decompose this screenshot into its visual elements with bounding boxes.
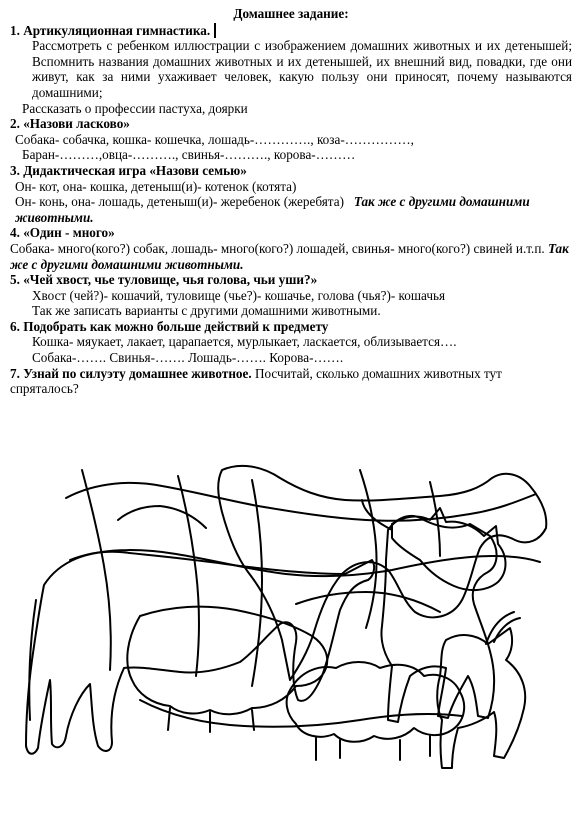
overlap-line-10 xyxy=(118,506,206,528)
section-6-line-1: Кошка- мяукает, лакает, царапается, мурлыкает, ласкается, облизывается…. xyxy=(32,334,457,350)
section-2-line-1: Собака- собачка, кошка- кошечка, лошадь-…………., коза-……………, xyxy=(15,131,414,147)
section-5-line-1: Хвост (чей?)- кошачий, туловище (чье?)- кошачье, голова (чья?)- кошачья xyxy=(32,287,446,303)
page-title: Домашнее задание: xyxy=(233,6,349,21)
section-3-heading: 3. Дидактическая игра «Назови семью» xyxy=(10,162,247,178)
goat-horns xyxy=(486,612,520,644)
section-4-heading: 4. «Один - много» xyxy=(10,225,115,241)
section-6-heading: 6. Подобрать как можно больше действий к предмету xyxy=(10,318,329,334)
section-3-emphasis: Так же с другими домашними животными. xyxy=(15,194,530,225)
horse-outline xyxy=(218,466,546,680)
overlap-line-7 xyxy=(296,592,440,612)
section-1-heading-text: 1. Артикуляционная гимнастика. xyxy=(10,22,211,38)
section-4-emphasis: Так же с другими домашними животными. xyxy=(10,240,569,272)
section-6-line-2: Собака-……. Свинья-……. Лошадь-……. Корова-……. xyxy=(32,350,344,366)
section-5-heading: 5. «Чей хвост, чье туловище, чья голова, чьи уши?» xyxy=(10,272,318,288)
section-3-line-1: Он- кот, она- кошка, детеныш(и)- котенок (котята) xyxy=(15,178,297,194)
section-4-text: Собака- много(кого?) собак, лошадь- много(кого?) лошадей, свинья- много(кого?) свиней и.т.п. xyxy=(10,240,545,256)
section-7-text: Посчитай, сколько домашних животных тут спряталось? xyxy=(10,365,502,397)
goat-outline xyxy=(437,628,525,768)
overlap-line-3 xyxy=(82,470,111,670)
section-7-heading: 7. Узнай по силуэту домашнее животное. xyxy=(10,365,252,381)
section-1-paragraph: Рассмотреть с ребенком иллюстрации с изображением домашних животных и их детенышей; Вспомнить названия домашних животных и их детенышей, их внешний вид, повадки, где они живут, как за ними ухаживает человек, какую пользу они приносят, почему называются домашними; xyxy=(32,38,572,100)
cat-tail xyxy=(362,500,392,530)
section-5-line-2: Так же записать варианты с другими домашними животными. xyxy=(32,303,381,319)
section-2-heading: 2. «Назови ласково» xyxy=(10,116,130,132)
section-3-line-2-text: Он- конь, она- лошадь, детеныш(и)- жеребенок (жеребята) xyxy=(15,194,344,210)
sheep-legs xyxy=(316,736,430,760)
overlap-line-4 xyxy=(178,476,199,676)
section-1-line: Рассказать о профессии пастуха, доярки xyxy=(22,100,248,116)
overlap-line-8 xyxy=(360,470,377,628)
section-2-line-2: Баран-………,овца-………., свинья-………., корова-……… xyxy=(22,147,356,163)
cow-outline xyxy=(26,552,374,754)
